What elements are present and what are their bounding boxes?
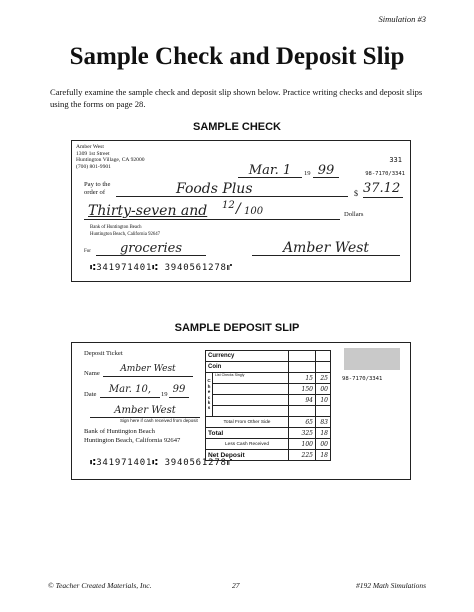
simulation-label: Simulation #3: [378, 14, 426, 24]
checks-letter: e: [207, 389, 211, 395]
payer-phone: (700) 801-9901: [76, 163, 111, 170]
payee-field: Foods Plus: [116, 181, 348, 197]
pay-to-label-line1: Pay to the: [84, 181, 111, 188]
check-bank-info: [90, 225, 160, 238]
total-dollars[interactable]: 325: [289, 428, 316, 439]
sample-deposit-slip: [71, 342, 411, 480]
other-side-row: [206, 417, 331, 428]
memo-label: For: [84, 249, 91, 254]
dollar-sign: $: [354, 189, 358, 198]
payer-name: Amber West: [76, 144, 104, 150]
checks-letter: h: [207, 383, 211, 389]
check-bank-city: Huntington Beach, California 92647: [90, 231, 161, 237]
deposit-signature-note: Sign here if cash received from deposit: [120, 418, 198, 423]
check-3-dollars[interactable]: 94: [289, 395, 316, 406]
currency-cents[interactable]: [316, 351, 331, 362]
deposit-routing: 98-7170/3341: [342, 376, 383, 382]
checks-letter: c: [207, 394, 211, 400]
cents-denominator: 100: [244, 206, 264, 217]
deposit-grey-box: [344, 348, 400, 370]
other-side-dollars[interactable]: 65: [289, 417, 316, 428]
check-2-dollars[interactable]: 150: [289, 384, 316, 395]
net-deposit-label: Net Deposit: [206, 450, 289, 461]
check-number: 331: [389, 156, 402, 164]
deposit-bank-info: [84, 428, 180, 445]
check-routing: 98-7170/3341: [365, 171, 405, 177]
check-1-cents[interactable]: 25: [316, 373, 331, 384]
check-3-cents[interactable]: 10: [316, 395, 331, 406]
less-cash-row: [206, 439, 331, 450]
check-3-blank: [213, 395, 289, 406]
less-cash-dollars[interactable]: 100: [289, 439, 316, 450]
checks-letter: k: [207, 399, 211, 405]
other-side-cents[interactable]: 83: [316, 417, 331, 428]
net-deposit-cents[interactable]: 18: [316, 450, 331, 461]
total-cents[interactable]: 18: [316, 428, 331, 439]
net-deposit-row: [206, 450, 331, 461]
amount-field: 37.12: [363, 181, 403, 198]
check-1-dollars[interactable]: 15: [289, 373, 316, 384]
intro-text: Carefully examine the sample check and deposit slip shown below. Practice writing checks and deposit slips using the forms on page 28.: [50, 87, 423, 109]
check-row: [206, 395, 331, 406]
pay-to-label-line2: order of: [84, 189, 106, 196]
check-row: [206, 373, 331, 384]
deposit-name-field: Amber West: [103, 364, 193, 377]
deposit-amount-table: [205, 350, 331, 461]
check-row: [206, 384, 331, 395]
coin-row: [206, 362, 331, 373]
sample-check-heading: SAMPLE CHECK: [192, 121, 281, 133]
footer-page-number: 27: [232, 581, 240, 590]
check-bank-name: Bank of Huntington Beach: [90, 225, 142, 230]
checks-letter: C: [207, 378, 211, 384]
deposit-name-label: Name: [84, 370, 100, 377]
footer-book-title: #192 Math Simulations: [355, 581, 426, 590]
deposit-micr-line: ⑆341971401⑆ 3940561278⑈: [90, 458, 233, 468]
currency-row: [206, 351, 331, 362]
checks-note: List Checks Singly: [213, 373, 289, 384]
check-date-field: Mar. 1: [238, 163, 302, 178]
payer-info: [76, 144, 145, 170]
deposit-bank-name: Bank of Huntington Beach: [84, 428, 155, 435]
check-micr-line: ⑆341971401⑆ 3940561278⑈: [90, 263, 233, 273]
less-cash-cents[interactable]: 00: [316, 439, 331, 450]
check-2-cents[interactable]: 00: [316, 384, 331, 395]
deposit-signature-field: Amber West: [90, 405, 200, 418]
currency-label: Currency: [206, 351, 289, 362]
deposit-date-year: 99: [169, 384, 189, 398]
total-label: Total: [206, 428, 289, 439]
sample-check: [71, 140, 411, 282]
payer-street: 1309 1st Street: [76, 150, 110, 157]
deposit-date-19: 19: [161, 391, 168, 398]
cents-numerator: 12: [222, 200, 235, 211]
checks-letter: s: [207, 405, 211, 411]
check-4-blank: [213, 406, 289, 417]
checks-vertical-label: [206, 373, 213, 417]
pay-to-label: [84, 181, 110, 197]
payer-city: Huntington Village, CA 92000: [76, 157, 145, 164]
check-4-cents[interactable]: [316, 406, 331, 417]
coin-label: Coin: [206, 362, 289, 373]
less-cash-label: Less Cash Received: [206, 439, 289, 450]
dollars-label: Dollars: [344, 211, 364, 218]
deposit-date-label: Date: [84, 391, 97, 398]
amount-words-line: [84, 200, 340, 220]
other-side-label: Total From Other Side: [206, 417, 289, 428]
check-date-year: 99: [313, 163, 339, 178]
deposit-ticket-label: Deposit Ticket: [84, 350, 123, 357]
page-title: Sample Check and Deposit Slip: [69, 43, 405, 70]
coin-cents[interactable]: [316, 362, 331, 373]
net-deposit-dollars[interactable]: 225: [289, 450, 316, 461]
deposit-date-field: Mar. 10,: [100, 384, 160, 398]
total-row: [206, 428, 331, 439]
deposit-bank-city: Huntington Beach, California 92647: [84, 436, 181, 444]
cents-slash: /: [236, 201, 241, 217]
footer-copyright: © Teacher Created Materials, Inc.: [48, 581, 152, 590]
check-date-19: 19: [304, 170, 311, 177]
sample-deposit-heading: SAMPLE DEPOSIT SLIP: [174, 322, 300, 334]
coin-dollars[interactable]: [289, 362, 316, 373]
currency-dollars[interactable]: [289, 351, 316, 362]
check-4-dollars[interactable]: [289, 406, 316, 417]
check-signature: Amber West: [252, 240, 400, 256]
memo-field: groceries: [96, 241, 206, 256]
check-2-blank: [213, 384, 289, 395]
amount-words: Thirty-seven and: [88, 203, 208, 219]
check-row: [206, 406, 331, 417]
